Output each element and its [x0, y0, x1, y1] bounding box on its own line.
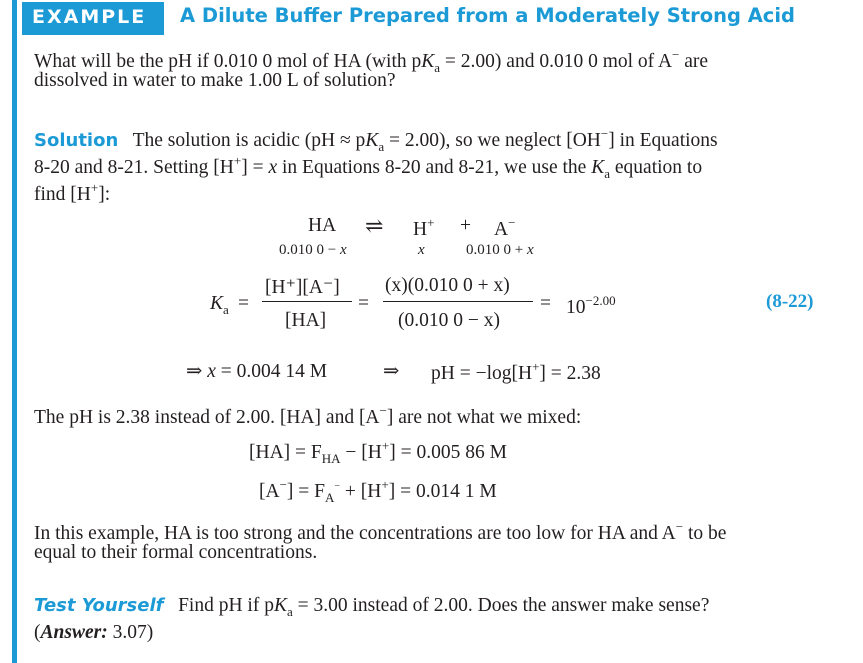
- comment-line: The pH is 2.38 instead of 2.00. [HA] and [A−] are not what we mixed:: [34, 403, 582, 428]
- left-accent-bar: [12, 0, 17, 663]
- frac1-denominator: [HA]: [285, 310, 327, 331]
- example-label: EXAMPLE: [32, 6, 147, 28]
- test-yourself-lead: Test Yourself: [34, 595, 164, 616]
- equals-2: =: [358, 293, 369, 314]
- conclusion-line-2: equal to their formal concentrations.: [34, 542, 318, 563]
- ph-result: pH = −log[H+] = 2.38: [431, 359, 601, 384]
- frac2-line: [383, 301, 533, 302]
- product-a: A−: [494, 215, 516, 240]
- equation-number: (8-22): [766, 291, 814, 312]
- solution-line-2: 8-20 and 8-21. Setting [H+] = x in Equations 8-20 and 8-21, we use the $K_a$ equation to: [34, 153, 703, 181]
- equals-3: =: [540, 293, 551, 314]
- frac1-line: [262, 301, 352, 302]
- solution-line-1: Solution The solution is acidic $(pH \approx pK_a = 2.00)$, so we neglect [OH−] in Equations: [34, 126, 718, 154]
- equals-1: =: [238, 293, 249, 314]
- equilibrium-arrow: ⇌: [365, 213, 384, 238]
- product-h: H+: [413, 215, 435, 240]
- frac2-numerator: (x)(0.010 0 + x): [385, 275, 510, 296]
- x-result: ⇒ x = 0.004 14 M: [186, 361, 328, 382]
- conc-reactant: 0.010 0 − x: [279, 242, 347, 258]
- solution-line-3: find [H+]:: [34, 180, 111, 205]
- frac1-numerator: [H⁺][A⁻]: [265, 277, 340, 298]
- conc-product-a: 0.010 0 + x: [466, 242, 534, 258]
- reactant-ha: HA: [308, 215, 337, 236]
- implies-arrow: ⇒: [383, 361, 400, 382]
- conclusion-line-1: In this example, HA is too strong and the concentrations are too low for HA and A− to be: [34, 519, 727, 544]
- conc-product-h: x: [418, 242, 425, 258]
- question-line-2: dissolved in water to make 1.00 L of solution?: [34, 70, 396, 91]
- ha-concentration: $[HA] = F_{HA} - [H^+] = 0.005$ 86 M: [249, 438, 507, 466]
- question-line-1: What will be the pH if 0.010 0 mol of HA (with $pK_a = 2.00$) and 0.010 0 mol of A− are: [34, 47, 709, 75]
- solution-lead: Solution: [34, 130, 119, 151]
- ka-value: $10^{-2.00}$: [566, 293, 616, 318]
- test-yourself-answer: (Answer: 3.07): [34, 622, 154, 643]
- frac2-denominator: (0.010 0 − x): [398, 310, 500, 331]
- example-title: A Dilute Buffer Prepared from a Moderately Strong Acid: [180, 4, 796, 27]
- ka-symbol: $K_a$: [210, 293, 229, 317]
- test-yourself-line-1: Test Yourself Find pH if $pK_a = 3.00$ instead of 2.00. Does the answer make sense?: [34, 595, 710, 619]
- plus-sign: +: [460, 215, 471, 236]
- a-concentration: $[A^-] = F_A^- + [H^+] = 0.014$ 1 M: [259, 477, 497, 505]
